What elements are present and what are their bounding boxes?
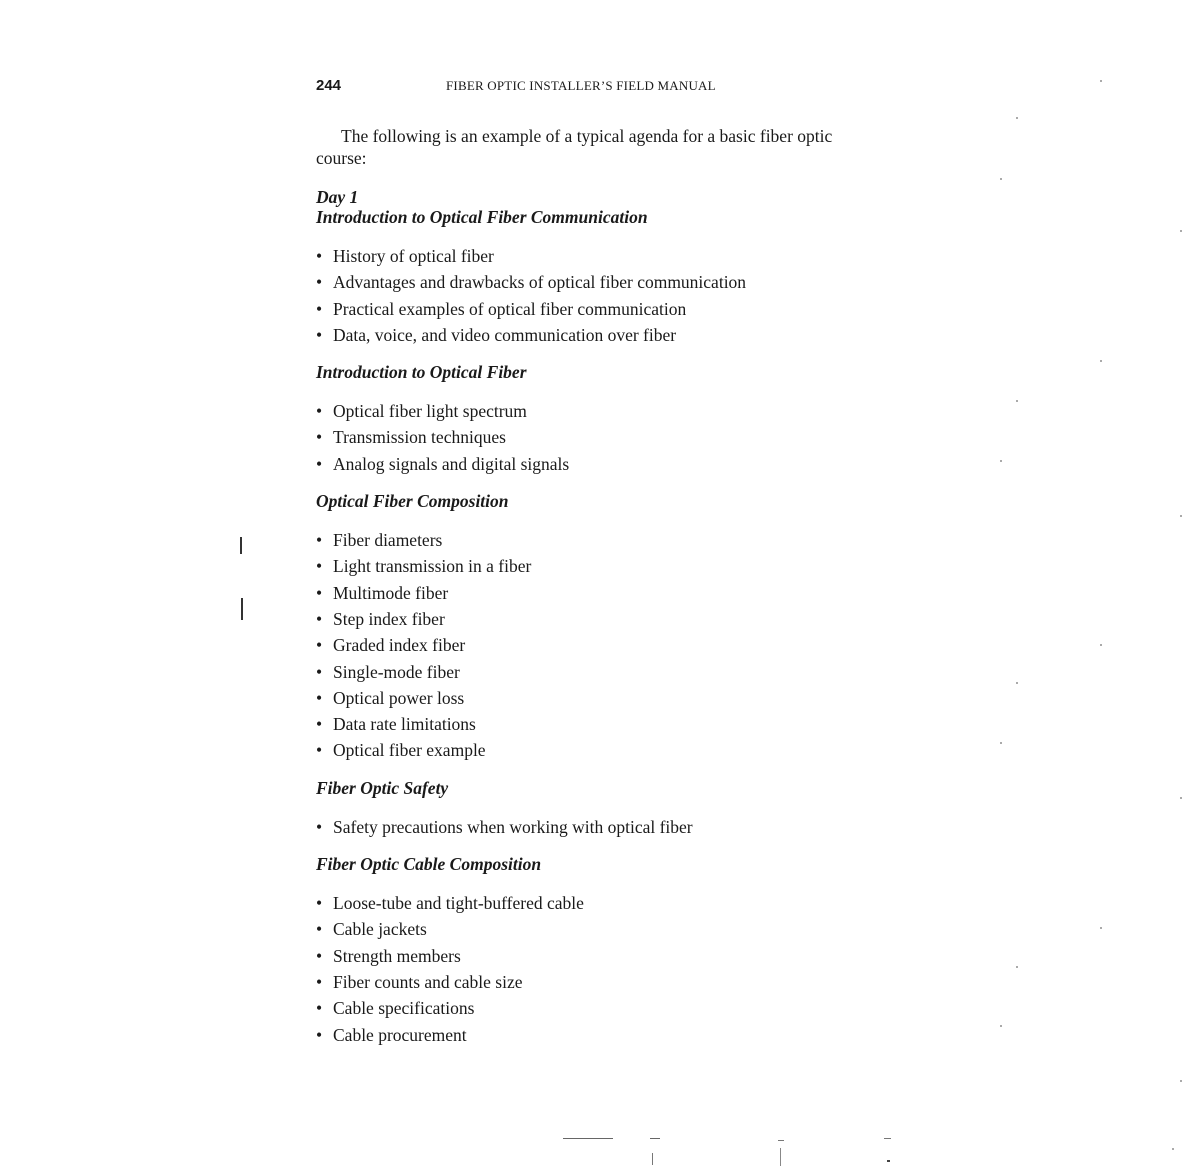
list-item: • Data rate limitations	[316, 711, 876, 737]
list-item: • Graded index fiber	[316, 632, 876, 658]
list-item: • Loose-tube and tight-buffered cable	[316, 890, 876, 916]
list-item: • Cable specifications	[316, 995, 876, 1021]
section-title: Optical Fiber Composition	[316, 491, 509, 512]
scan-speck	[1016, 682, 1018, 684]
section-title: Fiber Optic Cable Composition	[316, 854, 542, 875]
agenda-section	[316, 362, 876, 477]
bullet-list	[316, 243, 876, 348]
list-item: • Optical fiber light spectrum	[316, 398, 876, 424]
list-item: • Practical examples of optical fiber communication	[316, 296, 876, 322]
scan-speck	[1180, 515, 1182, 517]
list-item: • Analog signals and digital signals	[316, 451, 876, 477]
list-item: • Step index fiber	[316, 606, 876, 632]
list-item: • Fiber diameters	[316, 527, 876, 553]
bullet-list	[316, 814, 876, 840]
list-item: • Single-mode fiber	[316, 659, 876, 685]
scan-speck	[1180, 1080, 1182, 1082]
section-title: Fiber Optic Safety	[316, 777, 449, 798]
list-item: • Cable jackets	[316, 916, 876, 942]
list-item: • Safety precautions when working with optical fiber	[316, 814, 876, 840]
page-body	[316, 125, 876, 1048]
scan-speck	[1000, 1025, 1002, 1027]
list-item: • Transmission techniques	[316, 424, 876, 450]
list-item: • Light transmission in a fiber	[316, 553, 876, 579]
page-header	[316, 77, 876, 97]
bullet-list	[316, 890, 876, 1048]
scan-speck	[1100, 644, 1102, 646]
scan-speck	[1000, 460, 1002, 462]
scan-mark	[884, 1138, 891, 1139]
section-title: Introduction to Optical Fiber	[316, 362, 527, 383]
scan-speck	[1100, 360, 1102, 362]
list-item: • Optical fiber example	[316, 737, 876, 763]
list-item: • Cable procurement	[316, 1022, 876, 1048]
scan-mark	[240, 537, 242, 554]
scan-speck	[1016, 117, 1018, 119]
scan-mark	[241, 598, 243, 620]
scan-mark	[652, 1153, 653, 1165]
scan-speck	[1016, 966, 1018, 968]
section-title: Introduction to Optical Fiber Communication	[316, 207, 648, 227]
list-item: • Fiber counts and cable size	[316, 969, 876, 995]
bullet-list	[316, 398, 876, 477]
agenda-section	[316, 207, 876, 348]
scan-speck	[1180, 797, 1182, 799]
agenda-section	[316, 491, 876, 764]
intro-paragraph: The following is an example of a typical agenda for a basic fiber optic course:	[316, 126, 833, 168]
agenda-section	[316, 854, 876, 1048]
scan-speck	[1000, 178, 1002, 180]
bullet-list	[316, 527, 876, 764]
scan-speck	[1016, 400, 1018, 402]
list-item: • Data, voice, and video communication over fiber	[316, 322, 876, 348]
scan-mark	[778, 1140, 784, 1141]
scan-mark	[563, 1138, 613, 1139]
scan-mark	[650, 1138, 660, 1139]
scan-speck	[1100, 927, 1102, 929]
scan-speck	[1100, 80, 1102, 82]
agenda-section	[316, 778, 876, 840]
list-item: • Optical power loss	[316, 685, 876, 711]
scan-speck	[1180, 230, 1182, 232]
scan-speck	[1000, 742, 1002, 744]
running-head: FIBER OPTIC INSTALLER’S FIELD MANUAL	[446, 78, 716, 93]
list-item: • Multimode fiber	[316, 580, 876, 606]
scan-mark	[887, 1160, 890, 1162]
scan-speck	[1172, 1148, 1174, 1150]
day-label: Day 1	[316, 187, 359, 207]
list-item: • Advantages and drawbacks of optical fiber communication	[316, 269, 876, 295]
list-item: • Strength members	[316, 943, 876, 969]
scan-mark	[780, 1148, 781, 1166]
page-number: 244	[316, 77, 342, 94]
list-item: • History of optical fiber	[316, 243, 876, 269]
